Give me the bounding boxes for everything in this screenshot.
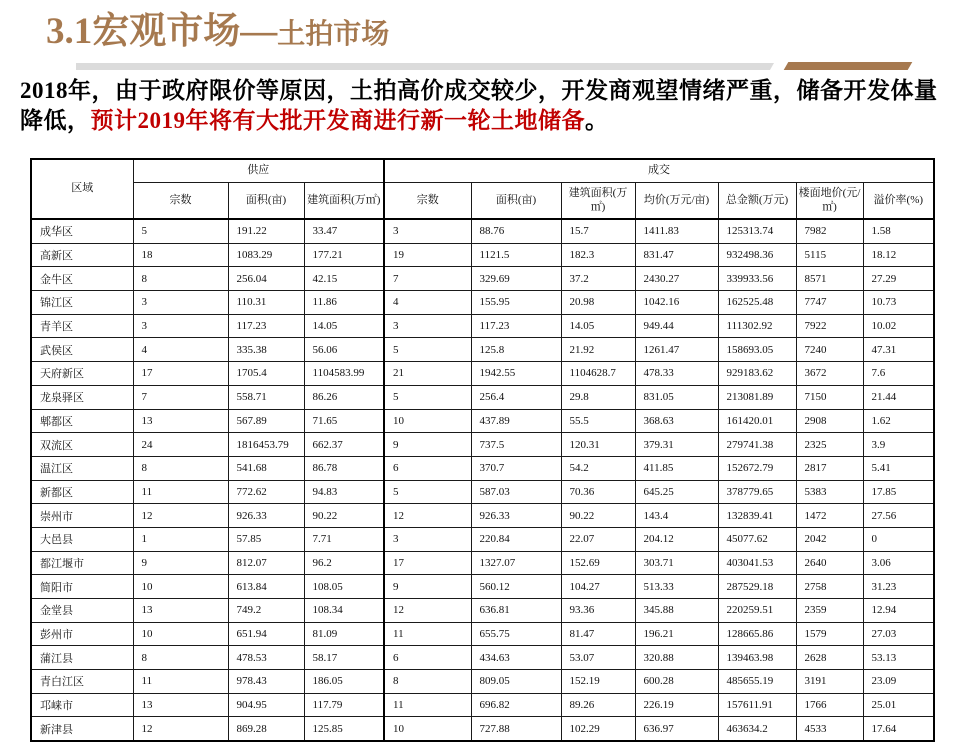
col-group-deal: 成交 (384, 159, 934, 183)
value-cell: 54.2 (561, 456, 635, 480)
table-row (31, 291, 934, 315)
value-cell: 81.09 (304, 622, 384, 646)
value-cell: 926.33 (228, 504, 304, 528)
table-row (31, 717, 934, 741)
value-cell: 5 (384, 480, 471, 504)
value-cell: 3191 (796, 670, 863, 694)
value-cell: 18.12 (863, 243, 934, 267)
value-cell: 33.47 (304, 219, 384, 243)
table-body (31, 219, 934, 741)
region-cell: 蒲江县 (31, 646, 133, 670)
value-cell: 1766 (796, 693, 863, 717)
value-cell: 89.26 (561, 693, 635, 717)
value-cell: 926.33 (471, 504, 561, 528)
value-cell: 11.86 (304, 291, 384, 315)
value-cell: 162525.48 (718, 291, 796, 315)
value-cell: 3.9 (863, 433, 934, 457)
title-main: 3.1宏观市场— (46, 11, 278, 52)
region-cell: 简阳市 (31, 575, 133, 599)
value-cell: 17.64 (863, 717, 934, 741)
value-cell: 3.06 (863, 551, 934, 575)
value-cell: 10 (384, 409, 471, 433)
value-cell: 12 (133, 504, 228, 528)
value-cell: 1 (133, 527, 228, 551)
region-cell: 高新区 (31, 243, 133, 267)
col-header-total-amount: 总金额(万元) (718, 183, 796, 220)
value-cell: 287529.18 (718, 575, 796, 599)
value-cell: 2359 (796, 599, 863, 623)
value-cell: 7747 (796, 291, 863, 315)
col-header-supply-area: 面积(亩) (228, 183, 304, 220)
value-cell: 4533 (796, 717, 863, 741)
value-cell: 3 (384, 527, 471, 551)
value-cell: 978.43 (228, 670, 304, 694)
region-cell: 温江区 (31, 456, 133, 480)
table-row (31, 243, 934, 267)
value-cell: 42.15 (304, 267, 384, 291)
value-cell: 11 (133, 480, 228, 504)
value-cell: 1.58 (863, 219, 934, 243)
value-cell: 8571 (796, 267, 863, 291)
value-cell: 86.78 (304, 456, 384, 480)
value-cell: 869.28 (228, 717, 304, 741)
value-cell: 2758 (796, 575, 863, 599)
value-cell: 932498.36 (718, 243, 796, 267)
header-row-groups (31, 159, 934, 183)
intro-text-red: 预计2019年将有大批开发商进行新一轮土地储备 (90, 108, 585, 133)
table-row (31, 646, 934, 670)
page-title (46, 12, 389, 53)
region-cell: 都江堰市 (31, 551, 133, 575)
value-cell: 2640 (796, 551, 863, 575)
value-cell: 11 (133, 670, 228, 694)
table-row (31, 433, 934, 457)
value-cell: 636.81 (471, 599, 561, 623)
value-cell: 57.85 (228, 527, 304, 551)
value-cell: 256.4 (471, 385, 561, 409)
value-cell: 10 (133, 575, 228, 599)
value-cell: 143.4 (635, 504, 718, 528)
value-cell: 5.41 (863, 456, 934, 480)
value-cell: 809.05 (471, 670, 561, 694)
table-row (31, 504, 934, 528)
value-cell: 2430.27 (635, 267, 718, 291)
value-cell: 71.65 (304, 409, 384, 433)
value-cell: 434.63 (471, 646, 561, 670)
region-cell: 双流区 (31, 433, 133, 457)
value-cell: 108.34 (304, 599, 384, 623)
col-header-floor-price: 楼面地价(元/㎡) (796, 183, 863, 220)
value-cell: 9 (133, 551, 228, 575)
value-cell: 7150 (796, 385, 863, 409)
value-cell: 1705.4 (228, 362, 304, 386)
value-cell: 93.36 (561, 599, 635, 623)
value-cell: 15.7 (561, 219, 635, 243)
value-cell: 1261.47 (635, 338, 718, 362)
value-cell: 2628 (796, 646, 863, 670)
value-cell: 335.38 (228, 338, 304, 362)
value-cell: 1579 (796, 622, 863, 646)
table-row (31, 409, 934, 433)
value-cell: 737.5 (471, 433, 561, 457)
value-cell: 10.02 (863, 314, 934, 338)
value-cell: 90.22 (561, 504, 635, 528)
value-cell: 345.88 (635, 599, 718, 623)
value-cell: 27.56 (863, 504, 934, 528)
value-cell: 56.06 (304, 338, 384, 362)
value-cell: 1.62 (863, 409, 934, 433)
value-cell: 3 (133, 314, 228, 338)
col-header-premium-rate: 溢价率(%) (863, 183, 934, 220)
value-cell: 3 (384, 314, 471, 338)
value-cell: 139463.98 (718, 646, 796, 670)
value-cell: 125.85 (304, 717, 384, 741)
value-cell: 1042.16 (635, 291, 718, 315)
value-cell: 157611.91 (718, 693, 796, 717)
value-cell: 182.3 (561, 243, 635, 267)
col-header-deal-build-area: 建筑面积(万㎡) (561, 183, 635, 220)
value-cell: 9 (384, 433, 471, 457)
value-cell: 10 (384, 717, 471, 741)
region-cell: 金牛区 (31, 267, 133, 291)
value-cell: 70.36 (561, 480, 635, 504)
value-cell: 1472 (796, 504, 863, 528)
value-cell: 128665.86 (718, 622, 796, 646)
value-cell: 21.44 (863, 385, 934, 409)
value-cell: 152.19 (561, 670, 635, 694)
value-cell: 11 (384, 622, 471, 646)
value-cell: 94.83 (304, 480, 384, 504)
value-cell: 117.79 (304, 693, 384, 717)
value-cell: 53.13 (863, 646, 934, 670)
table-row (31, 219, 934, 243)
value-cell: 8 (133, 646, 228, 670)
value-cell: 4 (384, 291, 471, 315)
value-cell: 58.17 (304, 646, 384, 670)
value-cell: 0 (863, 527, 934, 551)
region-cell: 青羊区 (31, 314, 133, 338)
value-cell: 662.37 (304, 433, 384, 457)
value-cell: 1327.07 (471, 551, 561, 575)
value-cell: 14.05 (304, 314, 384, 338)
value-cell: 9 (384, 575, 471, 599)
value-cell: 1816453.79 (228, 433, 304, 457)
header-row-columns (31, 183, 934, 220)
value-cell: 81.47 (561, 622, 635, 646)
intro-paragraph (20, 76, 948, 136)
value-cell: 5383 (796, 480, 863, 504)
value-cell: 949.44 (635, 314, 718, 338)
value-cell: 125313.74 (718, 219, 796, 243)
table-row (31, 456, 934, 480)
value-cell: 1083.29 (228, 243, 304, 267)
value-cell: 2908 (796, 409, 863, 433)
region-cell: 金堂县 (31, 599, 133, 623)
value-cell: 8 (384, 670, 471, 694)
table-row (31, 385, 934, 409)
title-underline (76, 63, 774, 70)
value-cell: 256.04 (228, 267, 304, 291)
value-cell: 613.84 (228, 575, 304, 599)
value-cell: 403041.53 (718, 551, 796, 575)
value-cell: 1411.83 (635, 219, 718, 243)
value-cell: 6 (384, 456, 471, 480)
value-cell: 929183.62 (718, 362, 796, 386)
region-cell: 新都区 (31, 480, 133, 504)
value-cell: 1104583.99 (304, 362, 384, 386)
table-row (31, 267, 934, 291)
value-cell: 45077.62 (718, 527, 796, 551)
value-cell: 204.12 (635, 527, 718, 551)
value-cell: 831.05 (635, 385, 718, 409)
value-cell: 587.03 (471, 480, 561, 504)
value-cell: 27.03 (863, 622, 934, 646)
value-cell: 8 (133, 456, 228, 480)
value-cell: 636.97 (635, 717, 718, 741)
value-cell: 20.98 (561, 291, 635, 315)
region-cell: 新津县 (31, 717, 133, 741)
value-cell: 18 (133, 243, 228, 267)
value-cell: 220.84 (471, 527, 561, 551)
table-row (31, 599, 934, 623)
col-header-deal-area: 面积(亩) (471, 183, 561, 220)
value-cell: 23.09 (863, 670, 934, 694)
value-cell: 478.53 (228, 646, 304, 670)
value-cell: 645.25 (635, 480, 718, 504)
value-cell: 5 (384, 338, 471, 362)
value-cell: 541.68 (228, 456, 304, 480)
value-cell: 411.85 (635, 456, 718, 480)
table-row (31, 670, 934, 694)
value-cell: 3672 (796, 362, 863, 386)
value-cell: 29.8 (561, 385, 635, 409)
table-row (31, 575, 934, 599)
value-cell: 279741.38 (718, 433, 796, 457)
region-cell: 邛崃市 (31, 693, 133, 717)
value-cell: 7.71 (304, 527, 384, 551)
value-cell: 7922 (796, 314, 863, 338)
col-header-region: 区域 (31, 159, 133, 219)
value-cell: 22.07 (561, 527, 635, 551)
table-row (31, 527, 934, 551)
value-cell: 2817 (796, 456, 863, 480)
value-cell: 7982 (796, 219, 863, 243)
col-header-deal-count: 宗数 (384, 183, 471, 220)
value-cell: 196.21 (635, 622, 718, 646)
value-cell: 37.2 (561, 267, 635, 291)
value-cell: 102.29 (561, 717, 635, 741)
value-cell: 12.94 (863, 599, 934, 623)
value-cell: 10 (133, 622, 228, 646)
value-cell: 24 (133, 433, 228, 457)
value-cell: 186.05 (304, 670, 384, 694)
value-cell: 13 (133, 693, 228, 717)
value-cell: 4 (133, 338, 228, 362)
region-cell: 成华区 (31, 219, 133, 243)
value-cell: 7.6 (863, 362, 934, 386)
value-cell: 191.22 (228, 219, 304, 243)
value-cell: 600.28 (635, 670, 718, 694)
value-cell: 6 (384, 646, 471, 670)
value-cell: 904.95 (228, 693, 304, 717)
value-cell: 10.73 (863, 291, 934, 315)
value-cell: 696.82 (471, 693, 561, 717)
value-cell: 2325 (796, 433, 863, 457)
value-cell: 8 (133, 267, 228, 291)
value-cell: 111302.92 (718, 314, 796, 338)
region-cell: 武侯区 (31, 338, 133, 362)
table-header (31, 159, 934, 219)
value-cell: 13 (133, 409, 228, 433)
value-cell: 88.76 (471, 219, 561, 243)
value-cell: 17 (133, 362, 228, 386)
value-cell: 12 (384, 599, 471, 623)
value-cell: 437.89 (471, 409, 561, 433)
value-cell: 749.2 (228, 599, 304, 623)
table-row (31, 480, 934, 504)
value-cell: 5 (133, 219, 228, 243)
value-cell: 1104628.7 (561, 362, 635, 386)
value-cell: 96.2 (304, 551, 384, 575)
value-cell: 12 (384, 504, 471, 528)
value-cell: 152.69 (561, 551, 635, 575)
land-auction-table (30, 158, 935, 742)
intro-period: 。 (585, 108, 609, 133)
value-cell: 558.71 (228, 385, 304, 409)
value-cell: 651.94 (228, 622, 304, 646)
table-row (31, 314, 934, 338)
region-cell: 大邑县 (31, 527, 133, 551)
value-cell: 7 (384, 267, 471, 291)
value-cell: 772.62 (228, 480, 304, 504)
value-cell: 13 (133, 599, 228, 623)
value-cell: 812.07 (228, 551, 304, 575)
value-cell: 125.8 (471, 338, 561, 362)
table-row (31, 622, 934, 646)
value-cell: 53.07 (561, 646, 635, 670)
value-cell: 21.92 (561, 338, 635, 362)
value-cell: 5 (384, 385, 471, 409)
value-cell: 12 (133, 717, 228, 741)
value-cell: 370.7 (471, 456, 561, 480)
value-cell: 560.12 (471, 575, 561, 599)
value-cell: 110.31 (228, 291, 304, 315)
value-cell: 177.21 (304, 243, 384, 267)
value-cell: 152672.79 (718, 456, 796, 480)
value-cell: 379.31 (635, 433, 718, 457)
value-cell: 117.23 (228, 314, 304, 338)
value-cell: 567.89 (228, 409, 304, 433)
value-cell: 117.23 (471, 314, 561, 338)
region-cell: 郫都区 (31, 409, 133, 433)
value-cell: 303.71 (635, 551, 718, 575)
value-cell: 155.95 (471, 291, 561, 315)
value-cell: 120.31 (561, 433, 635, 457)
value-cell: 513.33 (635, 575, 718, 599)
value-cell: 3 (133, 291, 228, 315)
value-cell: 5115 (796, 243, 863, 267)
value-cell: 2042 (796, 527, 863, 551)
value-cell: 831.47 (635, 243, 718, 267)
region-cell: 龙泉驿区 (31, 385, 133, 409)
value-cell: 158693.05 (718, 338, 796, 362)
value-cell: 27.29 (863, 267, 934, 291)
value-cell: 339933.56 (718, 267, 796, 291)
value-cell: 320.88 (635, 646, 718, 670)
value-cell: 55.5 (561, 409, 635, 433)
value-cell: 108.05 (304, 575, 384, 599)
title-accent-bar (784, 62, 913, 70)
intro-text-black: 2018年，由于政府限价等原因，土拍高价成交较少，开发商观望情绪严重，储备开发体量降低， (20, 78, 938, 133)
value-cell: 485655.19 (718, 670, 796, 694)
value-cell: 104.27 (561, 575, 635, 599)
table-row (31, 693, 934, 717)
value-cell: 220259.51 (718, 599, 796, 623)
value-cell: 31.23 (863, 575, 934, 599)
value-cell: 161420.01 (718, 409, 796, 433)
value-cell: 11 (384, 693, 471, 717)
region-cell: 青白江区 (31, 670, 133, 694)
value-cell: 727.88 (471, 717, 561, 741)
value-cell: 378779.65 (718, 480, 796, 504)
table-row (31, 551, 934, 575)
value-cell: 47.31 (863, 338, 934, 362)
value-cell: 3 (384, 219, 471, 243)
value-cell: 655.75 (471, 622, 561, 646)
value-cell: 17 (384, 551, 471, 575)
region-cell: 彭州市 (31, 622, 133, 646)
value-cell: 1121.5 (471, 243, 561, 267)
value-cell: 7 (133, 385, 228, 409)
col-header-avg-price: 均价(万元/亩) (635, 183, 718, 220)
region-cell: 锦江区 (31, 291, 133, 315)
col-header-supply-build-area: 建筑面积(万㎡) (304, 183, 384, 220)
value-cell: 132839.41 (718, 504, 796, 528)
region-cell: 崇州市 (31, 504, 133, 528)
value-cell: 25.01 (863, 693, 934, 717)
value-cell: 478.33 (635, 362, 718, 386)
value-cell: 90.22 (304, 504, 384, 528)
value-cell: 213081.89 (718, 385, 796, 409)
table-row (31, 338, 934, 362)
value-cell: 21 (384, 362, 471, 386)
value-cell: 19 (384, 243, 471, 267)
value-cell: 368.63 (635, 409, 718, 433)
value-cell: 226.19 (635, 693, 718, 717)
value-cell: 463634.2 (718, 717, 796, 741)
value-cell: 86.26 (304, 385, 384, 409)
region-cell: 天府新区 (31, 362, 133, 386)
title-sub: 土拍市场 (277, 19, 390, 50)
table-row (31, 362, 934, 386)
value-cell: 7240 (796, 338, 863, 362)
col-header-supply-count: 宗数 (133, 183, 228, 220)
value-cell: 14.05 (561, 314, 635, 338)
value-cell: 17.85 (863, 480, 934, 504)
value-cell: 1942.55 (471, 362, 561, 386)
col-group-supply: 供应 (133, 159, 384, 183)
value-cell: 329.69 (471, 267, 561, 291)
